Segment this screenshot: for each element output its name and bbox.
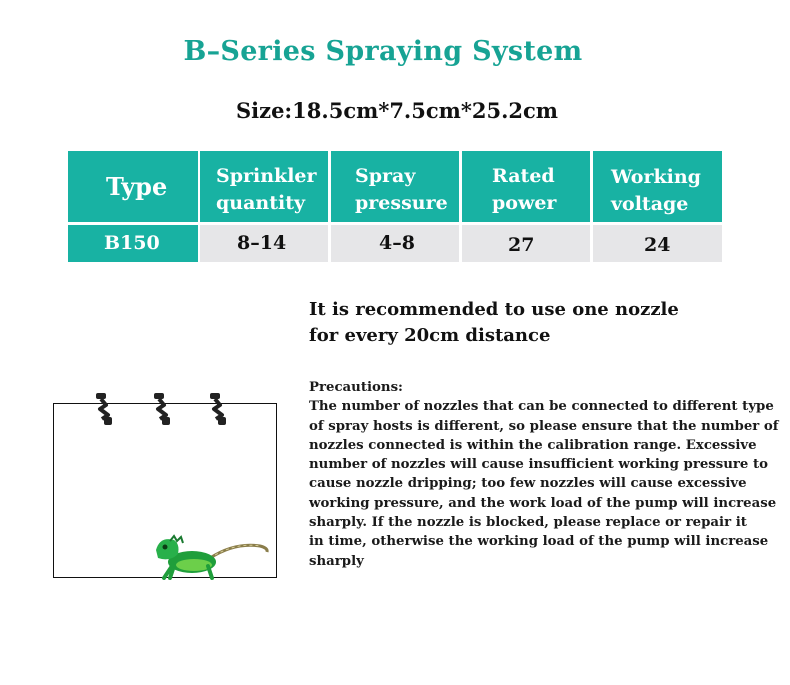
precautions-line: The number of nozzles that can be connected to different type — [309, 399, 774, 415]
recommendation-text — [309, 297, 769, 349]
header-sprinkler-line1: Sprinkler — [216, 165, 317, 187]
cell-sprinkler-text: 8–14 — [237, 232, 287, 254]
header-rated-line1: Rated — [492, 165, 555, 187]
nozzle-icon — [92, 391, 124, 427]
header-spray-pressure — [331, 151, 459, 222]
cell-type-text: B150 — [104, 232, 160, 254]
precautions-line: sharply. If the nozzle is blocked, please replace or repair it — [309, 515, 747, 531]
cell-voltage-text: 24 — [644, 234, 671, 256]
precautions-line: cause nozzle dripping; too few nozzles will cause excessive — [309, 476, 747, 492]
header-working-voltage — [593, 151, 722, 222]
precautions-line: sharply — [309, 553, 364, 569]
cell-pressure-value — [331, 225, 459, 262]
precautions-heading: Precautions: — [309, 380, 403, 395]
precautions-line: number of nozzles will cause insufficient working pressure to — [309, 457, 769, 473]
header-type — [68, 151, 198, 222]
precautions-line: of spray hosts is different, so please ensure that the number of — [309, 418, 779, 434]
header-spray-line1: Spray — [355, 165, 416, 187]
header-working-line1: Working — [611, 166, 701, 188]
header-spray-line2: pressure — [355, 192, 448, 214]
nozzle-icon — [206, 391, 238, 427]
spec-table — [68, 151, 722, 262]
recommendation-line1: It is recommended to use one nozzle — [309, 299, 679, 320]
precautions-line: nozzles connected is within the calibration range. Excessive — [309, 437, 757, 453]
header-rated-line2: power — [492, 192, 557, 214]
lizard-icon — [150, 532, 272, 580]
cell-power-text: 27 — [508, 234, 535, 256]
cell-power-value — [462, 225, 590, 262]
header-sprinkler-quantity — [200, 151, 328, 222]
cell-sprinkler-value — [200, 225, 328, 262]
precautions-block — [309, 378, 790, 571]
recommendation-line2: for every 20cm distance — [309, 325, 551, 346]
page-title: B–Series Spraying System — [183, 36, 583, 67]
cell-type-value — [68, 225, 198, 262]
header-working-line2: voltage — [611, 193, 689, 215]
size-spec: Size:18.5cm*7.5cm*25.2cm — [236, 98, 558, 123]
cell-voltage-value — [593, 225, 722, 262]
nozzle-icon — [150, 391, 182, 427]
precautions-line: in time, otherwise the working load of the pump will increase — [309, 534, 769, 550]
header-type-label: Type — [106, 172, 168, 201]
header-sprinkler-line2: quantity — [216, 192, 306, 214]
header-rated-power — [462, 151, 590, 222]
cell-pressure-text: 4–8 — [379, 232, 415, 254]
precautions-line: working pressure, and the work load of the pump will increase — [309, 495, 777, 511]
